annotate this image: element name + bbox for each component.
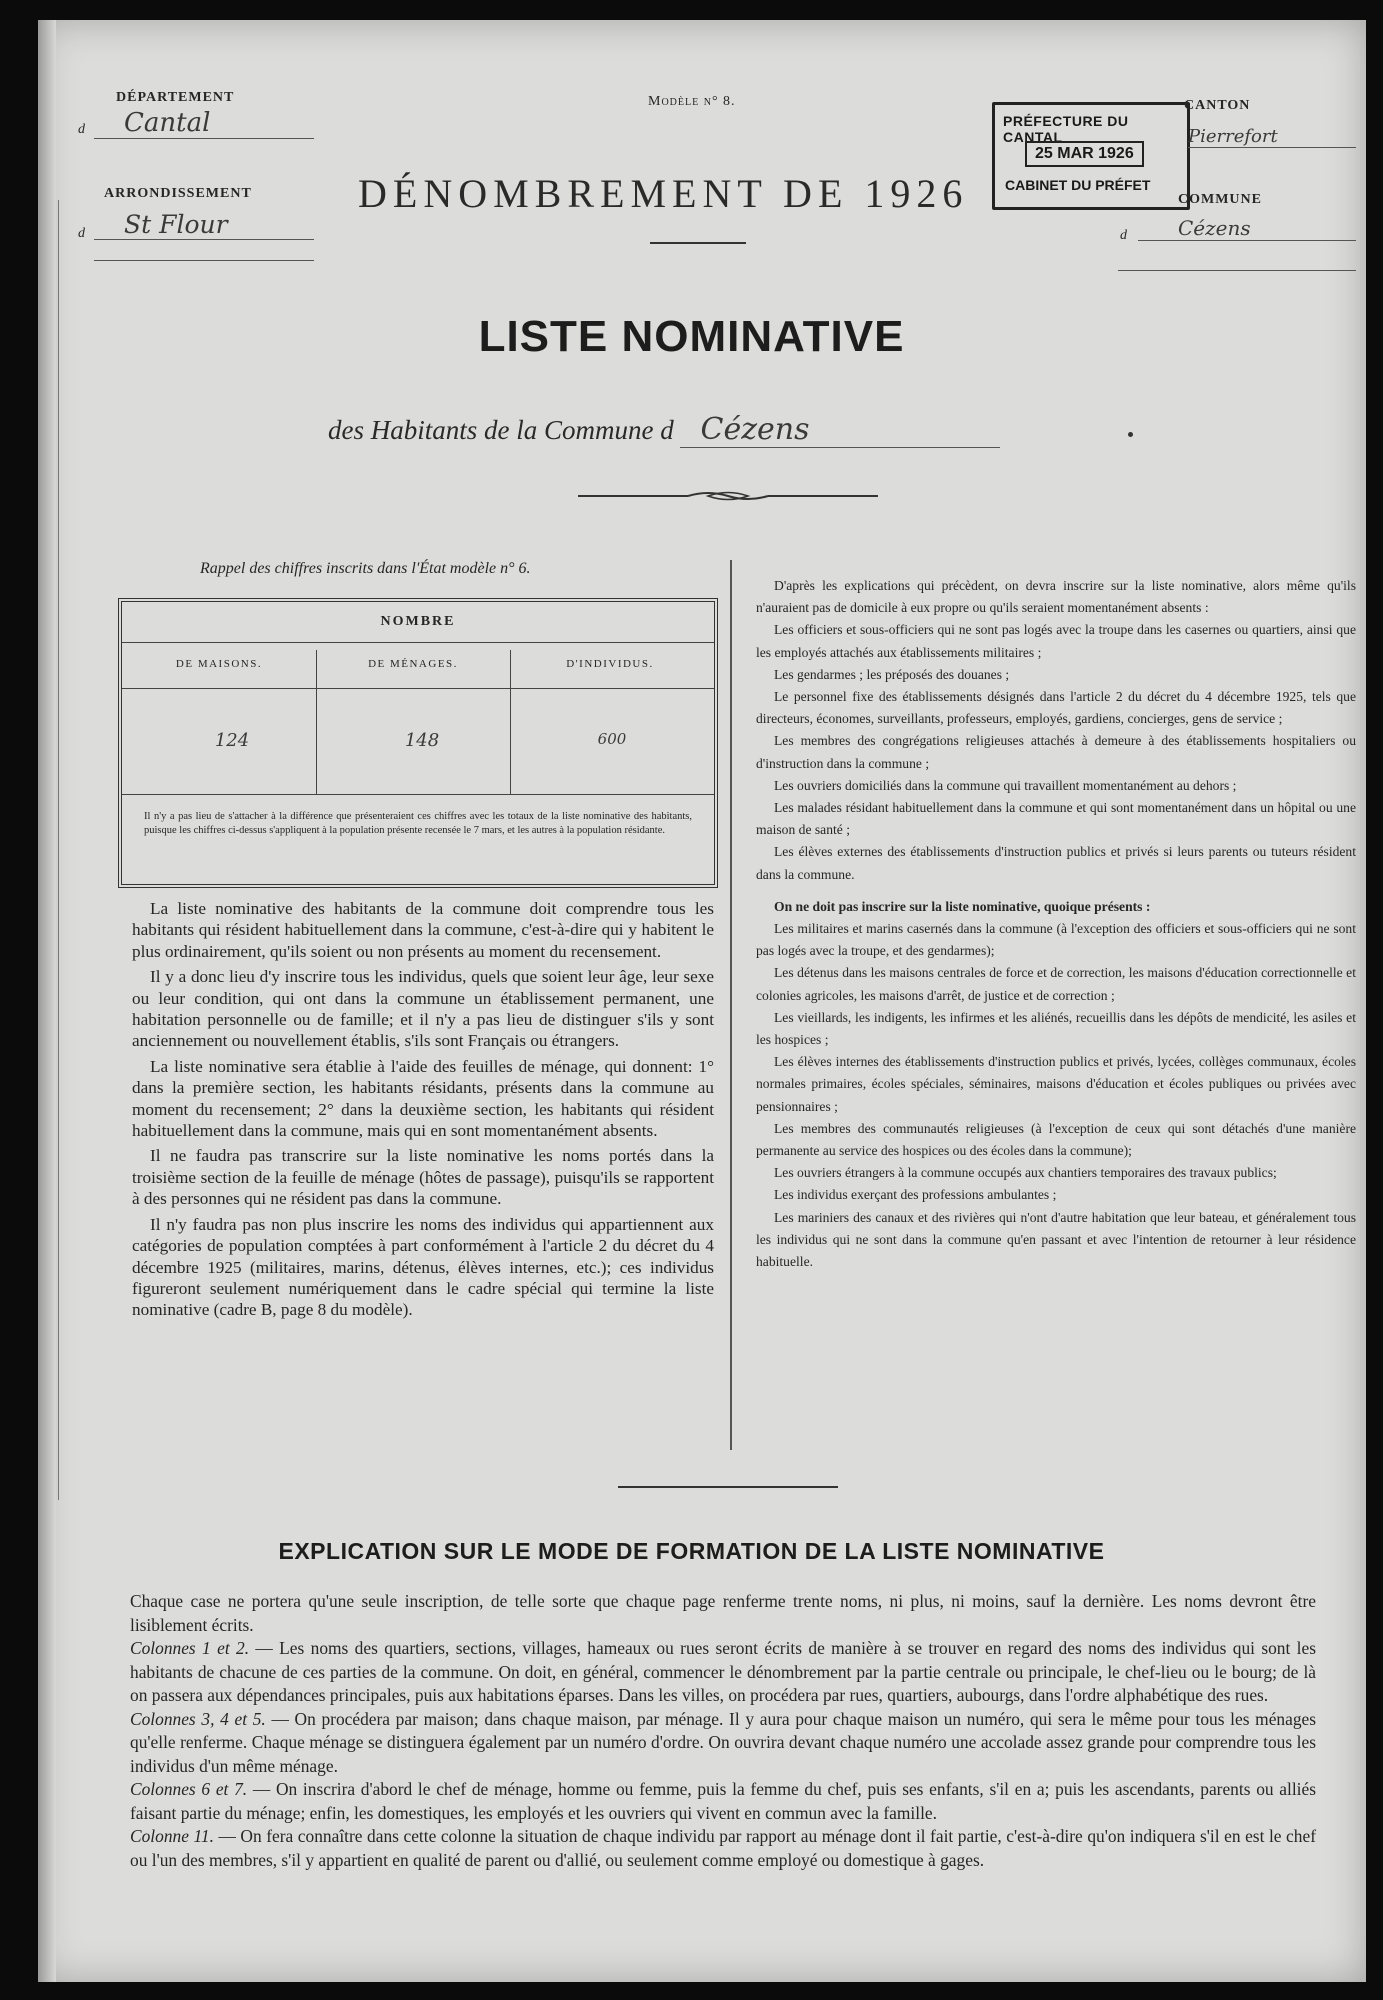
right-list-item: Les gendarmes ; les préposés des douanes ; bbox=[774, 666, 1010, 682]
nombre-header: NOMBRE bbox=[380, 614, 456, 629]
liste-nominative-title: LISTE NOMINATIVE bbox=[478, 312, 905, 361]
right-list-item: Les individus exerçant des professions ambulantes ; bbox=[774, 1187, 1057, 1203]
explication-p3 bbox=[130, 1778, 1316, 1825]
explication-p2 bbox=[130, 1708, 1316, 1779]
right-list-item: Les militaires et marins casernés dans la commune (à l'exception des officiers et sous-officiers qui ne sont pas logés avec la troupe, et des gendarmes); bbox=[756, 921, 1356, 959]
right-list-item: Les membres des communautés religieuses (à l'exception de ceux qui sont détachés d'une manière permanente au service des hospices ou des écoles dans la commune); bbox=[756, 1120, 1356, 1159]
departement-prefix: d bbox=[78, 122, 85, 137]
p3-text: — On inscrira d'abord le chef de ménage, homme ou femme, puis la femme du chef, puis ses enfants, s'il en a; puis les ascendants, parents ou alliés faisant partie du ménage; enfin, les domestiques, les employés et les ouvriers qui vivent en commun avec la famille. bbox=[130, 1779, 1316, 1823]
right-list-a bbox=[756, 619, 1356, 885]
census-page bbox=[38, 20, 1366, 1982]
right-list-item: Les membres des congrégations religieuses attachés à demeure à des établissements hospitaliers ou d'instruction dans la commune ; bbox=[756, 733, 1356, 771]
modele-number: Modèle n° 8. bbox=[648, 94, 736, 109]
binding-thread bbox=[58, 200, 59, 1500]
p2-lead: Colonnes 3, 4 et 5. bbox=[130, 1708, 266, 1729]
right-intro-b: On ne doit pas inscrire sur la liste nominative, quoique présents : bbox=[774, 898, 1151, 914]
p3-lead: Colonnes 6 et 7. bbox=[130, 1779, 248, 1799]
right-list-item: Les détenus dans les maisons centrales de force et de correction, les maisons d'éducation correctionnelle et colonies agricoles, les maisons d'arrêt, de justice et de correction ; bbox=[756, 965, 1356, 1003]
right-instructions bbox=[756, 575, 1356, 1273]
right-list-item: Les élèves externes des établissements d'instruction publics et privés si leurs parents ou tuteurs résident dans la commune. bbox=[756, 844, 1356, 882]
p2-text: — On procédera par maison; dans chaque maison, par ménage. Il y aura pour chaque maison un numéro, qui sera le même pour tous les ménages qu'elle renferme. Chaque ménage se distinguera également par un numéro d'ordre. On ouvrira devant chaque numéro une accolade assez grande pour comprendre tous les individus d'un même ménage. bbox=[130, 1708, 1317, 1776]
explication-title: EXPLICATION SUR LE MODE DE FORMATION DE LA LISTE NOMINATIVE bbox=[278, 1538, 1105, 1564]
stamp-line1: PRÉFECTURE DU CANTAL bbox=[1003, 113, 1129, 145]
table-hline-bottom bbox=[122, 794, 714, 795]
rappel-note: Il n'y a pas lieu de s'attacher à la différence que présenteraient ces chiffres avec les totaux de la liste nominative des habitants, puisque les chiffres ci-dessus s'appliquent à la population présente recensée le 7 mars, et les autres à la population résidante. bbox=[144, 811, 692, 836]
left-paragraph: Il y a donc lieu d'y inscrire tous les individus, quels que soient leur âge, leur sexe ou leur condition, qui ont dans la commune un établissement permanent, une habitation personnelle ou de famille; et il n'y a pas lieu de distinguer s'ils y sont anciennement ou nouvellement établis, s'ils sont Français ou étrangers. bbox=[132, 967, 714, 1051]
right-list-item: Les ouvriers étrangers à la commune occupés aux chantiers temporaires des travaux publics; bbox=[774, 1165, 1277, 1181]
left-paragraph: La liste nominative sera établie à l'aide des feuilles de ménage, qui donnent: 1° dans la première section, les habitants résidants, présents dans la commune au moment du recensement; 2° dans la deuxième section, les habitants qui résident habituellement dans la commune, mais qui en sont momentanément absents. bbox=[132, 1056, 714, 1141]
commune-prefix: d bbox=[1120, 228, 1127, 243]
right-list-b bbox=[756, 918, 1356, 1273]
commune-label: COMMUNE bbox=[1178, 192, 1262, 207]
departement-value: Cantal bbox=[94, 108, 314, 139]
census-title: DÉNOMBREMENT DE 1926 bbox=[358, 171, 969, 216]
explication-p4 bbox=[130, 1825, 1316, 1872]
commune-handwritten: Cézens bbox=[680, 412, 1000, 448]
right-list-item: Les vieillards, les indigents, les infirmes et les aliénés, recueillis dans les dépôts de mendicité, les asiles et les hospices ; bbox=[756, 1009, 1356, 1048]
stamp-line3: CABINET DU PRÉFET bbox=[1005, 177, 1151, 193]
explication-body bbox=[130, 1590, 1316, 1872]
val-menages: 148 bbox=[404, 730, 440, 751]
canton-label: CANTON bbox=[1184, 98, 1251, 113]
nombre-table bbox=[118, 598, 718, 888]
right-list-item: Les malades résidant habituellement dans la commune et qui sont momentanément dans un hôpital ou une maison de santé ; bbox=[756, 800, 1356, 838]
col-menages-header: DE MÉNAGES. bbox=[368, 658, 458, 670]
col-maisons-header: DE MAISONS. bbox=[175, 658, 263, 670]
p1-text: — Les noms des quartiers, sections, villages, hameaux ou rues seront écrits de manière à se trouver en regard des noms des individus qui sont les habitants de chacune de ces parties de la commune. On doit, en général, commencer le dénombrement par la partie centrale ou principale, le chef-lieu ou le bourg; de là on passera aux dépendances principales, puis aux habitations éparses. Dans les villes, on procédera par rues, quartiers, aubourgs, dans l'ordre alphabétique des rues. bbox=[130, 1638, 1317, 1705]
canton-value: Pierrefort bbox=[1188, 126, 1356, 148]
p4-lead: Colonne 11. bbox=[130, 1826, 214, 1846]
habitants-subtitle bbox=[328, 412, 1000, 448]
arrondissement-prefix: d bbox=[78, 226, 85, 241]
header-divider-left bbox=[94, 260, 314, 261]
p4-text: — On fera connaître dans cette colonne la situation de chaque individu par rapport au ménage dont il fait partie, c'est-à-dire qu'on indiquera s'il en est le chef ou l'un des membres, s'il y appartient en qualité de parent ou d'allié, ou seulement comme employé ou domestique à gages. bbox=[130, 1826, 1316, 1870]
prefecture-stamp bbox=[992, 102, 1190, 210]
explication-p0: Chaque case ne portera qu'une seule inscription, de telle sorte que chaque page renferme trente noms, ni plus, ni moins, sauf la dernière. Les noms devront être lisiblement écrits. bbox=[130, 1591, 1316, 1635]
right-list-item: Le personnel fixe des établissements désignés dans l'article 2 du décret du 4 décembre 1925, tels que directeurs, économes, surveillants, professeurs, employés, gardiens, concierges, gens de service ; bbox=[756, 689, 1356, 727]
left-instructions bbox=[132, 898, 714, 1325]
explication-p1 bbox=[130, 1637, 1316, 1708]
column-separator bbox=[730, 560, 732, 1450]
ornament-divider bbox=[578, 490, 878, 502]
habitants-subtitle-text: des Habitants de la Commune d bbox=[328, 415, 674, 445]
title-rule bbox=[650, 242, 746, 244]
table-hline-top bbox=[122, 642, 714, 643]
right-list-item: Les officiers et sous-officiers qui ne sont pas logés avec la troupe dans les casernes ou quartiers, ainsi que les employés attachés aux établissements militaires ; bbox=[756, 622, 1356, 660]
left-paragraph: Il n'y faudra pas non plus inscrire les noms des individus qui appartiennent aux catégories de population comptées à part conformément à l'article 2 du décret du 4 décembre 1925 (militaires, marins, détenus, élèves internes, etc.); ces individus figureront seulement numériquement dans le cadre spécial qui termine la liste nominative (cadre B, page 8 du modèle). bbox=[132, 1214, 714, 1320]
val-individus: 600 bbox=[597, 730, 627, 748]
arrondissement-label: ARRONDISSEMENT bbox=[104, 186, 252, 201]
right-list-item: Les ouvriers domiciliés dans la commune qui travaillent momentanément au dehors ; bbox=[774, 777, 1237, 793]
table-vline-2 bbox=[510, 650, 511, 794]
commune-value: Cézens bbox=[1138, 216, 1356, 241]
table-vline-1 bbox=[316, 650, 317, 794]
rappel-caption: Rappel des chiffres inscrits dans l'État modèle n° 6. bbox=[200, 560, 531, 577]
ink-dot bbox=[1128, 432, 1133, 437]
right-intro: D'après les explications qui précèdent, on devra inscrire sur la liste nominative, alors même qu'ils n'auraient pas de domicile à eux propre ou qu'ils seraient momentanément absents : bbox=[756, 578, 1356, 616]
table-hline-mid bbox=[122, 688, 714, 689]
section-rule bbox=[618, 1486, 838, 1488]
header-divider-right bbox=[1118, 270, 1356, 271]
left-paragraph: La liste nominative des habitants de la commune doit comprendre tous les habitants qui résident habituellement dans la commune, c'est-à-dire qui y habitent le plus ordinairement, qu'ils soient ou non présents au moment du recensement. bbox=[132, 899, 714, 961]
right-list-item: Les mariniers des canaux et des rivières qui n'ont d'autre habitation que leur bateau, et généralement tous les individus qui ne sont dans la commune qu'en passant et avec l'intention de retourner à leur résidence habituelle. bbox=[756, 1209, 1356, 1270]
right-list-item: Les élèves internes des établissements d'instruction publics et privés, lycées, collèges communaux, écoles normales primaires, écoles spéciales, séminaires, maisons d'éducation et écoles publiques ou privées avec pensionnaires ; bbox=[756, 1054, 1356, 1114]
left-paragraph: Il ne faudra pas transcrire sur la liste nominative les noms portés dans la troisième section de la feuille de ménage (hôtes de passage), puisqu'ils se rapportent à des personnes qui ne résident pas dans la commune. bbox=[132, 1146, 714, 1209]
arrondissement-value: St Flour bbox=[94, 210, 314, 240]
p1-lead: Colonnes 1 et 2. bbox=[130, 1638, 250, 1658]
departement-label: DÉPARTEMENT bbox=[116, 90, 235, 105]
val-maisons: 124 bbox=[214, 730, 250, 751]
stamp-date: 25 MAR 1926 bbox=[1025, 141, 1144, 167]
col-individus-header: D'INDIVIDUS. bbox=[566, 658, 654, 670]
